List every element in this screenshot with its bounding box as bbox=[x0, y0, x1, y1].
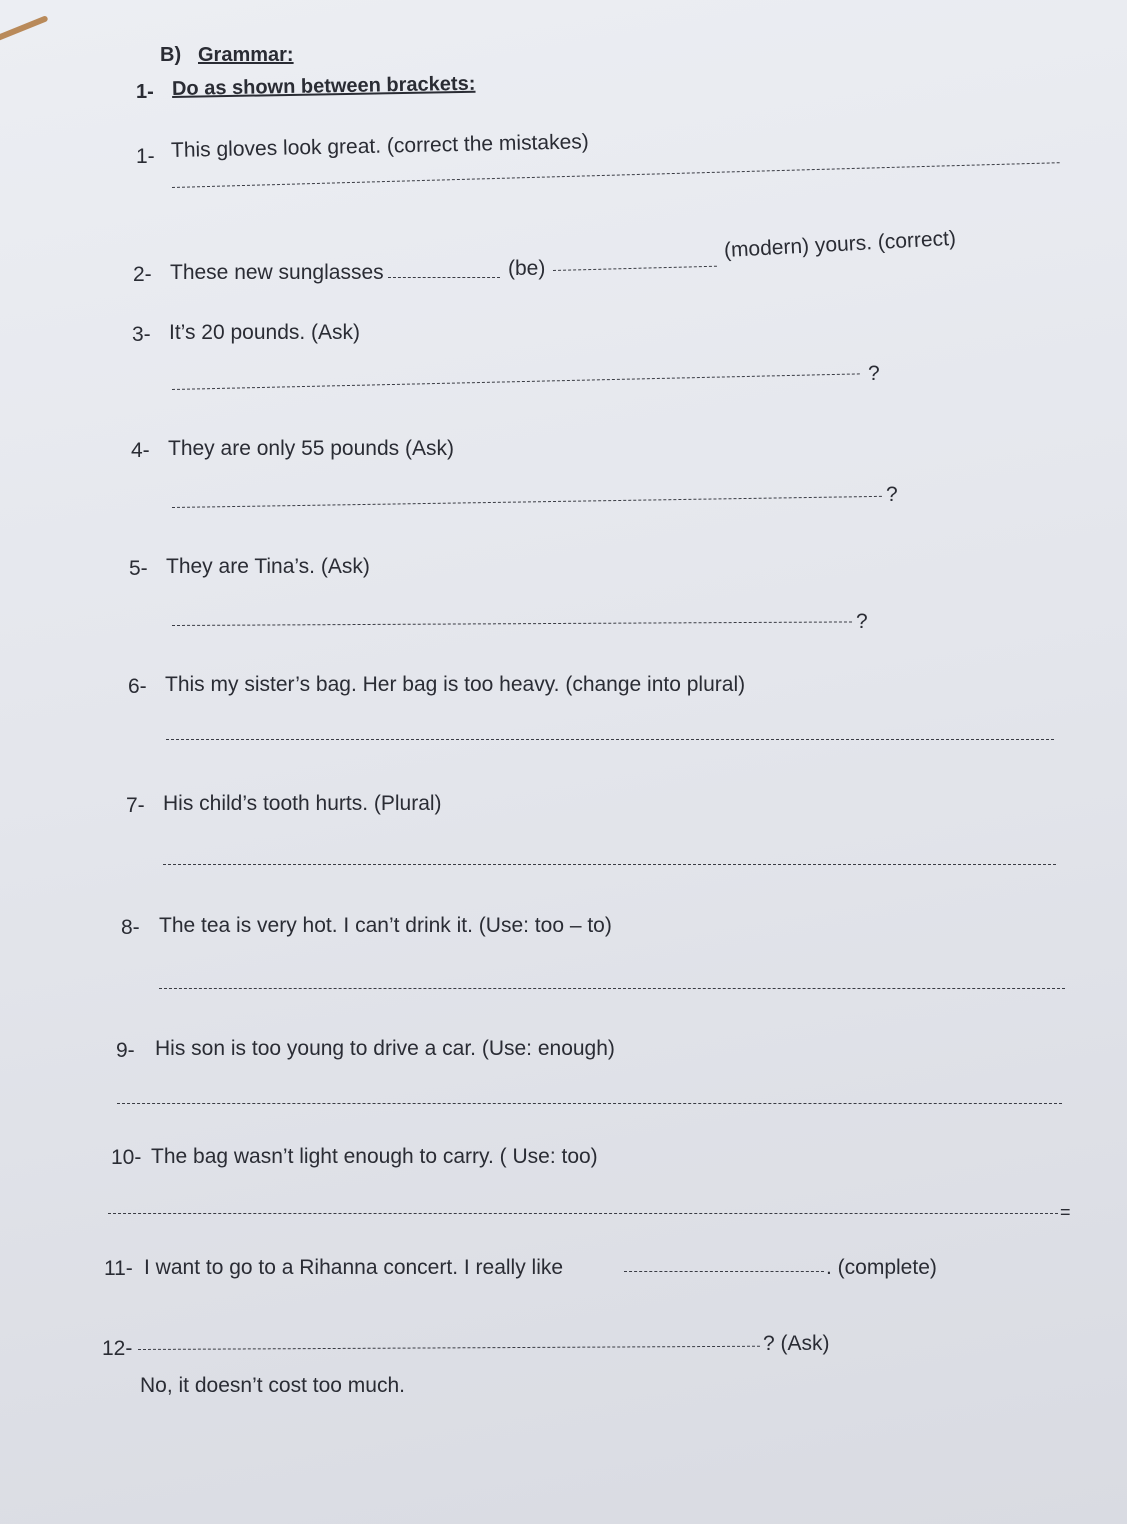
item-text: They are only 55 pounds (Ask) bbox=[168, 437, 454, 460]
item-number: 8- bbox=[121, 916, 140, 939]
answer-line[interactable] bbox=[108, 1213, 1058, 1214]
item-number: 4- bbox=[131, 439, 150, 462]
end-mark: = bbox=[1060, 1202, 1071, 1222]
answer-line[interactable] bbox=[117, 1103, 1062, 1104]
answer-line[interactable] bbox=[172, 162, 1060, 188]
item-number: 1- bbox=[136, 145, 155, 168]
item-number: 11- bbox=[104, 1257, 133, 1280]
item-text: The tea is very hot. I can’t drink it. (Use: too – to) bbox=[159, 914, 612, 937]
item-text: His child’s tooth hurts. (Plural) bbox=[163, 792, 442, 815]
question-mark: ? bbox=[886, 483, 898, 506]
item-text: (be) bbox=[508, 257, 546, 280]
answer-line[interactable] bbox=[163, 864, 1056, 865]
answer-line[interactable] bbox=[159, 988, 1065, 989]
answer-line[interactable] bbox=[166, 739, 1054, 740]
item-text: (modern) yours. (correct) bbox=[723, 226, 957, 262]
item-number: 2- bbox=[133, 263, 152, 286]
item-text: This my sister’s bag. Her bag is too heavy. (change into plural) bbox=[165, 673, 746, 696]
item-text: The bag wasn’t light enough to carry. ( Use: too) bbox=[151, 1145, 598, 1168]
task-title: Do as shown between brackets: bbox=[171, 72, 476, 100]
item-number: 10- bbox=[111, 1146, 142, 1169]
section-title: Grammar: bbox=[198, 44, 294, 66]
item-number: 12- bbox=[102, 1337, 133, 1360]
blank-line[interactable] bbox=[624, 1271, 824, 1272]
section-label: B) bbox=[160, 44, 182, 66]
item-number: 7- bbox=[126, 794, 145, 817]
item-text: It’s 20 pounds. (Ask) bbox=[169, 321, 361, 344]
item-number: 3- bbox=[132, 323, 151, 346]
blank-line[interactable] bbox=[553, 266, 717, 271]
answer-line[interactable] bbox=[172, 496, 882, 508]
answer-text: No, it doesn’t cost too much. bbox=[140, 1374, 405, 1397]
blank-line[interactable] bbox=[388, 277, 500, 278]
item-text: . (complete) bbox=[826, 1256, 937, 1279]
item-text: These new sunglasses bbox=[170, 261, 384, 284]
answer-line[interactable] bbox=[172, 621, 852, 626]
item-number: 6- bbox=[128, 675, 147, 698]
item-text: His son is too young to drive a car. (Use: enough) bbox=[155, 1037, 615, 1060]
answer-line[interactable] bbox=[138, 1346, 760, 1350]
item-text: This gloves look great. (correct the mistakes) bbox=[170, 130, 589, 162]
item-text: They are Tina’s. (Ask) bbox=[166, 555, 370, 578]
item-text: ? (Ask) bbox=[763, 1332, 830, 1355]
pencil-tip bbox=[0, 15, 49, 47]
question-mark: ? bbox=[856, 610, 868, 633]
answer-line[interactable] bbox=[172, 373, 860, 390]
item-text: I want to go to a Rihanna concert. I really like bbox=[144, 1256, 564, 1279]
task-number: 1- bbox=[136, 81, 154, 103]
question-mark: ? bbox=[868, 362, 880, 385]
item-number: 9- bbox=[116, 1039, 135, 1062]
item-number: 5- bbox=[129, 557, 148, 580]
